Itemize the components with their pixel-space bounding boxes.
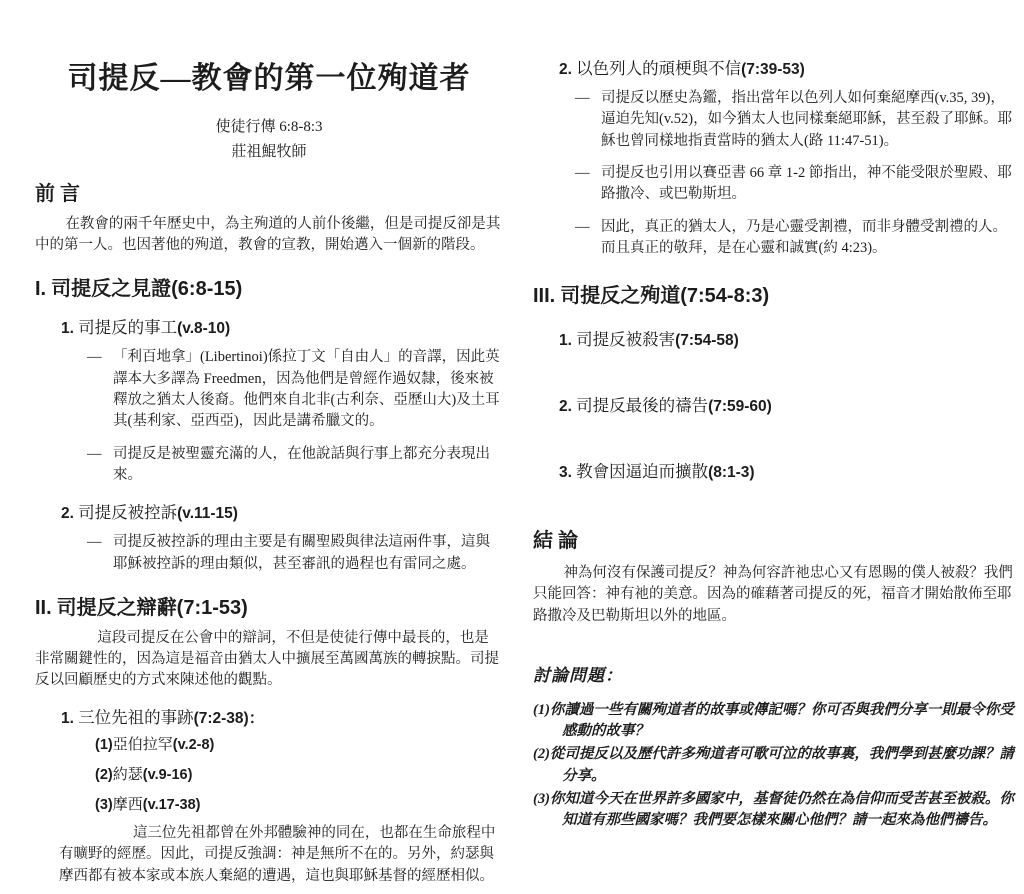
- dash-marker: —: [87, 349, 102, 366]
- item-ref: (8:1-3): [708, 464, 755, 482]
- item-ref: (7:59-60): [708, 398, 772, 416]
- item-ref: (7:54-58): [675, 332, 739, 350]
- section3-item-killed: [533, 326, 1015, 350]
- left-column: [35, 45, 503, 894]
- item-title: 司提反最後的禱告: [576, 396, 709, 416]
- discussion-question-1: (1)你讀過一些有關殉道者的故事或傳記嗎？你可否與我們分享一則最令你受感動的故事？: [533, 701, 1014, 740]
- item-number: 1.: [559, 332, 572, 350]
- dash-marker: —: [575, 164, 590, 181]
- section1-sub1-heading: [35, 314, 503, 338]
- section1-heading: [35, 272, 503, 301]
- sub-heading-number: 1.: [61, 320, 74, 338]
- patriarch-index: (1): [95, 737, 113, 754]
- sub-heading-title: 司提反被控訴: [78, 503, 178, 523]
- patriarch-item-joseph: [35, 763, 503, 784]
- dash-marker: —: [87, 445, 102, 462]
- patriarch-index: (2): [95, 767, 113, 784]
- sub-heading-ref: (7:2-38)：: [193, 710, 265, 728]
- patriarch-index: (3): [95, 797, 113, 814]
- sub-heading-number: 2.: [559, 61, 572, 78]
- sub-heading-ref: (7:39-53): [741, 61, 805, 78]
- sub-heading-title: 三位先祖的事跡: [78, 708, 194, 728]
- sub-heading-number: 2.: [61, 505, 74, 523]
- sub-heading-number: 1.: [61, 710, 74, 728]
- section3-item-church-scattered: [533, 458, 1015, 482]
- doc-subtitle: 使徒行傳 6:8-8:3: [215, 119, 323, 135]
- right-column: [533, 45, 1015, 833]
- bullet-text: 「利百地拿」(Libertinoi)係拉丁文「自由人」的音譯，因此英譯本大多譯為 Freedmen，因為他們是曾經作過奴隸，後來被釋放之猶太人後裔。他們來自北非(古利奈、亞歷山大)及土耳其(基利家、亞西亞)，因此是講希臘文的。: [113, 349, 500, 430]
- patriarch-ref: (v.17-38): [142, 797, 201, 814]
- intro-heading: 前 言: [35, 183, 80, 205]
- section1-sub2-heading: [35, 499, 503, 523]
- dash-marker: —: [575, 90, 590, 106]
- bullet-text: 司提反也引用以賽亞書 66 章 1-2 節指出，神不能受限於聖殿、耶路撒冷、或巴勒斯坦。: [601, 164, 1012, 203]
- conclusion-heading: 結 論: [533, 530, 578, 553]
- patriarch-ref: (v.2-8): [172, 737, 215, 754]
- doc-author: 莊祖鯤牧師: [231, 144, 307, 160]
- section2-sub2-heading: [533, 55, 1015, 79]
- bullet-item: [533, 163, 1015, 206]
- bullet-text: 司提反是被聖靈充滿的人，在他說話與行事上都充分表現出來。: [113, 445, 490, 483]
- sub-heading-ref: (v.8-10): [177, 320, 231, 338]
- section1-ref: (6:8-15): [171, 278, 243, 301]
- sub-heading-title: 司提反的事工: [78, 318, 178, 338]
- item-number: 2.: [559, 398, 572, 416]
- sub-heading-title: 以色列人的頑梗與不信: [576, 59, 742, 78]
- section3-item-last-prayer: [533, 392, 1015, 416]
- item-number: 3.: [559, 464, 572, 482]
- discussion-question-3: (3)你知道今天在世界許多國家中，基督徒仍然在為信仰而受苦甚至被殺。你知道有那些國家嗎？我們要怎樣來關心他們？請一起來為他們禱告。: [533, 790, 1014, 829]
- bullet-text: 司提反以歷史為鑑，指出當年以色列人如何棄絕摩西(v.35, 39)，逼迫先知(v.52)，如今猶太人也同樣棄絕耶穌，甚至殺了耶穌。耶穌也曾同樣地指責當時的猶太人(路 11:47-51)。: [601, 90, 1013, 149]
- section2-ref: (7:1-53): [176, 596, 248, 619]
- patriarch-name: 約瑟: [112, 767, 143, 784]
- sub-heading-ref: (v.11-15): [177, 505, 238, 523]
- section3-title: 司提反之殉道: [560, 285, 681, 308]
- bullet-item: [35, 444, 503, 487]
- bullet-text: 因此，真正的猶太人，乃是心靈受割禮，而非身體受割禮的人。而且真正的敬拜，是在心靈和誠實(約 4:23)。: [601, 218, 1007, 256]
- bullet-text: 司提反被控訴的理由主要是有關聖殿與律法這兩件事，這與耶穌被控訴的理由類似，甚至審訊的過程也有雷同之處。: [113, 534, 490, 572]
- intro-paragraph: 在教會的兩千年歷史中，為主殉道的人前仆後繼，但是司提反卻是其中的第一人。也因著他的殉道，教會的宣教，開始邁入一個新的階段。: [35, 216, 501, 254]
- patriarch-ref: (v.9-16): [142, 767, 193, 784]
- section2-sub1-heading: [35, 704, 503, 728]
- section3-heading: [533, 279, 1015, 308]
- dash-marker: —: [575, 218, 590, 235]
- item-title: 教會因逼迫而擴散: [576, 462, 709, 482]
- bullet-item: [35, 347, 503, 432]
- discussion-heading: 討論問題：: [533, 665, 623, 685]
- section3-ref: (7:54-8:3): [680, 285, 770, 308]
- conclusion-paragraph: 神為何沒有保護司提反？神為何容許祂忠心又有恩賜的僕人被殺？我們只能回答：神有祂的美意。因為的確藉著司提反的死，福音才開始散佈至耶路撒冷及巴勒斯坦以外的地區。: [533, 565, 1013, 624]
- patriarch-item-moses: [35, 793, 503, 814]
- doc-title: 司提反—教會的第一位殉道者: [67, 62, 471, 95]
- patriarch-name: 摩西: [112, 797, 143, 814]
- dash-marker: —: [87, 534, 102, 551]
- section2-number: II.: [35, 596, 52, 619]
- section3-number: III.: [533, 285, 556, 308]
- patriarch-name: 亞伯拉罕: [112, 737, 173, 754]
- item-title: 司提反被殺害: [576, 330, 676, 350]
- discussion-question-2: (2)從司提反以及歷代許多殉道者可歌可泣的故事裏，我們學到甚麼功課？請分享。: [533, 746, 1014, 784]
- section1-title: 司提反之見證: [51, 278, 172, 301]
- bullet-item: [533, 217, 1015, 260]
- section2-paragraph: 這段司提反在公會中的辯詞，不但是使徒行傳中最長的，也是非常關鍵性的，因為這是福音由猶太人中擴展至萬國萬族的轉捩點。司提反以回顧歷史的方式來陳述他的觀點。: [35, 629, 499, 689]
- section2-heading: [35, 591, 503, 620]
- patriarch-item-abraham: [35, 733, 503, 754]
- section2-title: 司提反之辯辭: [56, 596, 177, 619]
- bullet-item: [533, 88, 1015, 152]
- patriarchs-summary-paragraph: 這三位先祖都曾在外邦體驗神的同在，也都在生命旅程中有曠野的經歷。因此，司提反強調：神是無所不在的。另外，約瑟與摩西都有被本家或本族人棄絕的遭遇，這也與耶穌基督的經歷相似。: [59, 825, 496, 884]
- section1-number: I.: [35, 278, 47, 301]
- bullet-item: [35, 532, 503, 575]
